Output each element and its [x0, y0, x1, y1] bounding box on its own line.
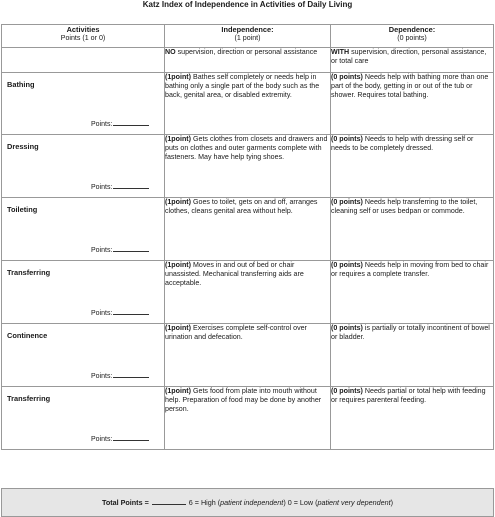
table-row [2, 198, 494, 261]
independence-points-lead: (1point) [165, 135, 192, 143]
dependence-definition [331, 48, 494, 73]
points-blank[interactable] [113, 308, 149, 315]
independence-description [165, 198, 331, 261]
independence-text: Gets food from plate into mouth without help. Preparation of food may be done by another person. [165, 387, 322, 413]
points-field[interactable] [91, 371, 149, 381]
dependence-text: Needs help with bathing more than one part of the body, getting in or out of the tub or shower. Requires total bathing. [331, 73, 489, 99]
points-blank[interactable] [113, 371, 149, 378]
points-label: Points: [91, 247, 113, 254]
dependence-description [331, 135, 494, 198]
scale-high-italic: patient independent [220, 498, 284, 507]
dependence-description [331, 261, 494, 324]
points-blank[interactable] [113, 182, 149, 189]
scale-high-text: 6 = High ( [188, 498, 221, 507]
dependence-header-title: Dependence: [388, 25, 436, 34]
independence-definition-lead: NO [165, 48, 176, 56]
points-field[interactable] [91, 434, 149, 444]
activity-cell [2, 387, 165, 450]
independence-text: Goes to toilet, gets on and off, arranges clothes, cleans genital area without help. [165, 198, 318, 215]
scale-mid-text: ) 0 = Low ( [283, 498, 318, 507]
independence-description [165, 73, 331, 135]
independence-definition-text: supervision, direction or personal assistance [175, 48, 318, 56]
activity-name: Toileting [7, 205, 38, 214]
activities-header-title: Activities [66, 25, 100, 34]
points-field[interactable] [91, 119, 149, 129]
activity-cell [2, 261, 165, 324]
scale-end-text: ) [390, 498, 394, 507]
dependence-definition-lead: WITH [331, 48, 350, 56]
dependence-description [331, 324, 494, 387]
points-label: Points: [91, 121, 113, 128]
table-row [2, 73, 494, 135]
independence-points-lead: (1point) [165, 324, 192, 332]
activity-cell [2, 198, 165, 261]
dependence-header-subtitle: (0 points) [397, 34, 427, 42]
dependence-points-lead: (0 points) [331, 324, 363, 332]
dependence-points-lead: (0 points) [331, 261, 363, 269]
independence-description [165, 324, 331, 387]
points-label: Points: [91, 436, 113, 443]
points-label: Points: [91, 184, 113, 191]
points-field[interactable] [91, 308, 149, 318]
independence-points-lead: (1point) [165, 387, 192, 395]
dependence-points-lead: (0 points) [331, 135, 363, 143]
independence-text: Bathes self completely or needs help in bathing only a single part of the body such as the back, genital area, or disabled extremity. [165, 73, 320, 99]
independence-description [165, 135, 331, 198]
total-points-blank[interactable] [152, 498, 186, 505]
dependence-text: Needs partial or total help with feeding or requires parenteral feeding. [331, 387, 486, 404]
dependence-header [331, 25, 494, 48]
scale-low-italic: patient very dependent [317, 498, 391, 507]
independence-text: Moves in and out of bed or chair unassisted. Mechanical transferring aids are acceptable. [165, 261, 304, 287]
activity-name: Transferring [7, 394, 51, 403]
independence-points-lead: (1point) [165, 73, 192, 81]
definition-row [2, 48, 494, 73]
independence-text: Exercises complete self-control over urination and defecation. [165, 324, 307, 341]
dependence-text: Needs help in moving from bed to chair or requires a complete transfer. [331, 261, 489, 278]
dependence-description [331, 387, 494, 450]
dependence-description [331, 198, 494, 261]
points-field[interactable] [91, 245, 149, 255]
dependence-points-lead: (0 points) [331, 73, 363, 81]
activity-name: Dressing [7, 142, 39, 151]
points-blank[interactable] [113, 245, 149, 252]
points-blank[interactable] [113, 434, 149, 441]
independence-definition [165, 48, 331, 73]
activity-name: Transferring [7, 268, 51, 277]
independence-points-lead: (1point) [165, 261, 192, 269]
table-row [2, 387, 494, 450]
total-points-label: Total Points = [101, 498, 149, 507]
points-label: Points: [91, 310, 113, 317]
dependence-text: is partially or totally incontinent of bowel or bladder. [331, 324, 490, 341]
activity-name: Continence [7, 331, 48, 340]
table-row [2, 135, 494, 198]
total-points-bar [1, 488, 494, 517]
points-blank[interactable] [113, 119, 149, 126]
dependence-points-lead: (0 points) [331, 198, 363, 206]
definition-blank-cell [2, 48, 165, 73]
points-label: Points: [91, 373, 113, 380]
independence-description [165, 261, 331, 324]
table-row [2, 261, 494, 324]
activity-cell [2, 73, 165, 135]
activities-header [2, 25, 165, 48]
dependence-definition-text: supervision, direction, personal assistance, or total care [331, 48, 487, 65]
document-title: Katz Index of Independence in Activities of Daily Living [142, 0, 353, 9]
independence-header-subtitle: (1 point) [234, 34, 261, 42]
dependence-points-lead: (0 points) [331, 387, 363, 395]
independence-description [165, 387, 331, 450]
katz-index-table [1, 24, 494, 450]
dependence-text: Needs help transferring to the toilet, cleaning self or uses bedpan or commode. [331, 198, 478, 215]
activity-cell [2, 135, 165, 198]
independence-header [165, 25, 331, 48]
header-row [2, 25, 494, 48]
activity-name: Bathing [7, 80, 35, 89]
activities-header-subtitle: Points (1 or 0) [60, 34, 106, 42]
independence-text: Gets clothes from closets and drawers and puts on clothes and outer garments complete with fasteners. May have help tying shoes. [165, 135, 328, 161]
independence-header-title: Independence: [221, 25, 274, 34]
activity-cell [2, 324, 165, 387]
dependence-text: Needs to help with dressing self or needs to be completely dressed. [331, 135, 474, 152]
table-row [2, 324, 494, 387]
independence-points-lead: (1point) [165, 198, 192, 206]
points-field[interactable] [91, 182, 149, 192]
dependence-description [331, 73, 494, 135]
